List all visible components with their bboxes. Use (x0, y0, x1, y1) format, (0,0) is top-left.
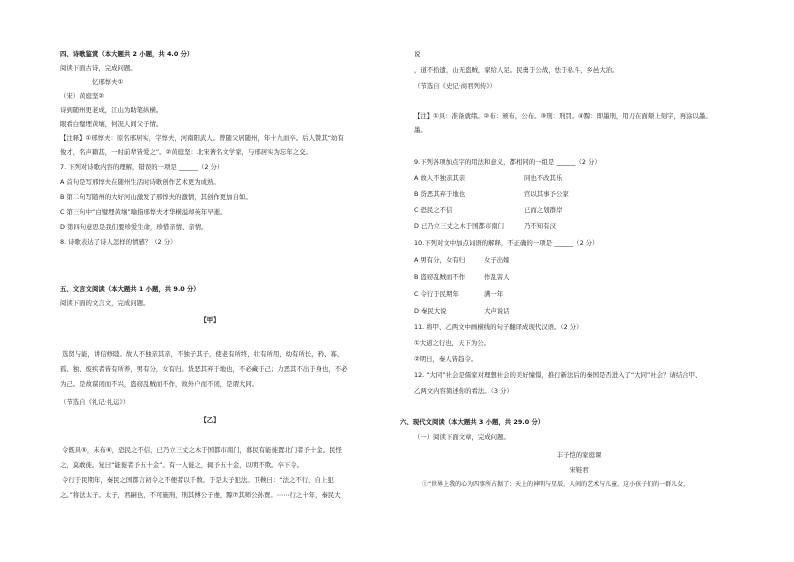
option-row (414, 307, 510, 315)
option-right: 女子出嫁 (484, 256, 510, 264)
option-right: 同也不改其乐 (524, 174, 563, 182)
option-left: D 已乃立三丈之木于国都市南门 (414, 222, 505, 230)
passage-text: ，道不拾遗，山无盗贼，家给人足。民勇于公战，怯于私斗，乡邑大治。 (414, 66, 619, 74)
option-c: C 第三句中“白璧埋黄壤”喻指邢惇夫才华横溢却英年早逝。 (60, 208, 227, 216)
option-right: 满一年 (484, 290, 504, 298)
option-right: 官以其事予公家 (524, 190, 569, 198)
article-paragraph: ①“世界上我的心为四事所占据了：天上的神明与星辰，人间的艺术与儿童。这小孩子们的一群儿女， (422, 481, 690, 488)
option-left: C 令行于民期年 (414, 290, 459, 298)
sub-question: ①大道之行也，天下为公。 (414, 339, 491, 347)
passage-text: 孤、独、废疾者皆有所养，男有分，女有归。货恶其弃于地也，不必藏于己；力恶其不出于身也，不必 (60, 365, 348, 373)
section-heading: 六、现代文阅读（本大题共 3 小题，共 29.0 分） (400, 418, 545, 426)
passage-text: 之。”将法太子。太子，君嗣也，不可施刑，刑其傅公子虔，黥⑦其师公孙贾。⋯⋯行之十年，秦民大 (60, 491, 341, 499)
passage-text: 令既具⑤，未布⑥，恐民之不信，已乃立三丈之木于国都市南门，募民有能徙置北门者予十金。民怪 (62, 446, 342, 454)
right-column (400, 0, 744, 562)
option-right: 乃不知有汉 (524, 222, 556, 230)
poem-line: 诗到随州更老成，江山为助笔纵横。 (60, 106, 163, 114)
source-note: （节选自《史记·商君列传》） (414, 82, 496, 90)
left-column (60, 0, 360, 562)
option-right: 大声说话 (484, 307, 510, 315)
option-row (414, 290, 503, 298)
sub-question: ②明日，秦人皆趋令。 (414, 355, 478, 363)
question-12: 12. “大同”社会是儒家对理想社会的美好憧憬，推行新法后的秦国是否进入了“大同”社会？请结合甲、 (414, 371, 702, 379)
option-b: B 第二句写随州的大好河山激发了邢惇夫的激情，其创作更加自如。 (60, 193, 252, 201)
section-heading: 四、诗歌鉴赏（本大题共 2 小题，共 4.0 分） (60, 50, 194, 58)
passage-text: 令行于民期年，秦民之国都言初令之不便者以千数。于是太子犯法。卫鞅曰：“法之不行，自上犯 (62, 476, 334, 484)
option-right: 作乱害人 (484, 273, 510, 281)
option-row (414, 174, 562, 182)
passage-text: 为己。是故谋闭而不兴，盗窃乱贼而不作，故外户而不闭，是谓大同。 (60, 380, 259, 388)
poem-line: 眼看白璧埋黄壤，何况人间父子情。 (60, 120, 163, 128)
option-left: B 盗窃乱贼而不作 (414, 273, 466, 281)
option-left: C 恐民之不信 (414, 206, 453, 214)
option-row (414, 256, 510, 264)
option-row (414, 273, 510, 281)
option-row (414, 190, 569, 198)
poem-author: （宋）黄庭坚② (60, 92, 105, 100)
source-note: （节选自《礼记·礼运》） (60, 398, 130, 406)
instruction: 阅读下面的文言文，完成问题。 (60, 299, 150, 307)
question-12: 乙两文内容简述你的看法。（3 分） (414, 387, 513, 395)
passage-text: 选贤与能，讲信修睦。故人不独亲其亲，不独子其子，使老有所终，壮有所用，幼有所长，矜、寡、 (62, 350, 344, 358)
option-left: D 秦民大说 (414, 307, 447, 315)
note-text: 【注释】①邢惇夫：原名邢居实，字惇夫，河南阳武人。曾随父居随州，年十九而卒。后人赞其“幼有 (60, 134, 344, 142)
option-d: D 第四句意思是我们要珍爱生命，珍惜亲情、亲情。 (60, 223, 208, 231)
option-left: A 故人不独亲其亲 (414, 174, 466, 182)
option-left: B 货恶其弃于地也 (414, 190, 466, 198)
option-row (414, 222, 556, 230)
instruction: 阅读下面古诗，完成问题。 (60, 64, 137, 72)
question-7: 7. 下列对诗歌内容的理解，错误的一项是 ______（2 分） (60, 163, 224, 171)
option-a: A 首句是写邢惇夫在随州生活时诗歌创作艺术更为成熟。 (60, 178, 220, 186)
question-11: 11. 将甲、乙两文中画横线的句子翻译成现代汉语。（2 分） (414, 323, 583, 331)
passage-jia-label: 【甲】 (200, 316, 220, 324)
article-title: 丰子恺的家庭课 (556, 451, 602, 459)
question-10: 10.下列对文中加点词语的解释，不正确的一项是 ______（2 分） (414, 239, 599, 247)
poem-title: 忆邢惇夫① (92, 78, 124, 86)
note-text: 墨。 (414, 126, 427, 134)
passage-text: 之，莫敢徙。复曰“能徙者予五十金”。有一人徙之，辄予五十金，以明不欺。卒下令。 (60, 461, 304, 469)
question-9: 9.下列各项加点字的用法和意义，都相同的一组是 ______（2 分） (414, 158, 601, 166)
note-text: 【注】①具：准备就绪。②布：颁布，公布。③刑：刑罚。④黥：即墨刑，用刀在面颊上刻字，再涂以墨。 (414, 112, 712, 120)
option-left: A 男有分，女有归 (414, 256, 466, 264)
passage-text: 说 (414, 50, 421, 58)
note-text: 俊才，名声籍甚，一时前辈皆爱之”。②黄庭坚：北宋著名文学家，与邢居实为忘年之交。 (60, 148, 312, 156)
sub-heading: （一）阅读下面文章，完成问题。 (414, 433, 510, 441)
option-row (414, 206, 562, 214)
option-right: 已而之划群岸 (524, 206, 563, 214)
passage-yi-label: 【乙】 (200, 416, 220, 424)
section-heading: 五、文言文阅读（本大题共 1 小题，共 9.0 分） (60, 285, 200, 293)
question-8: 8. 诗歌表达了诗人怎样的情感？（2 分） (60, 238, 177, 246)
article-author: 宋鞋君 (569, 466, 589, 474)
